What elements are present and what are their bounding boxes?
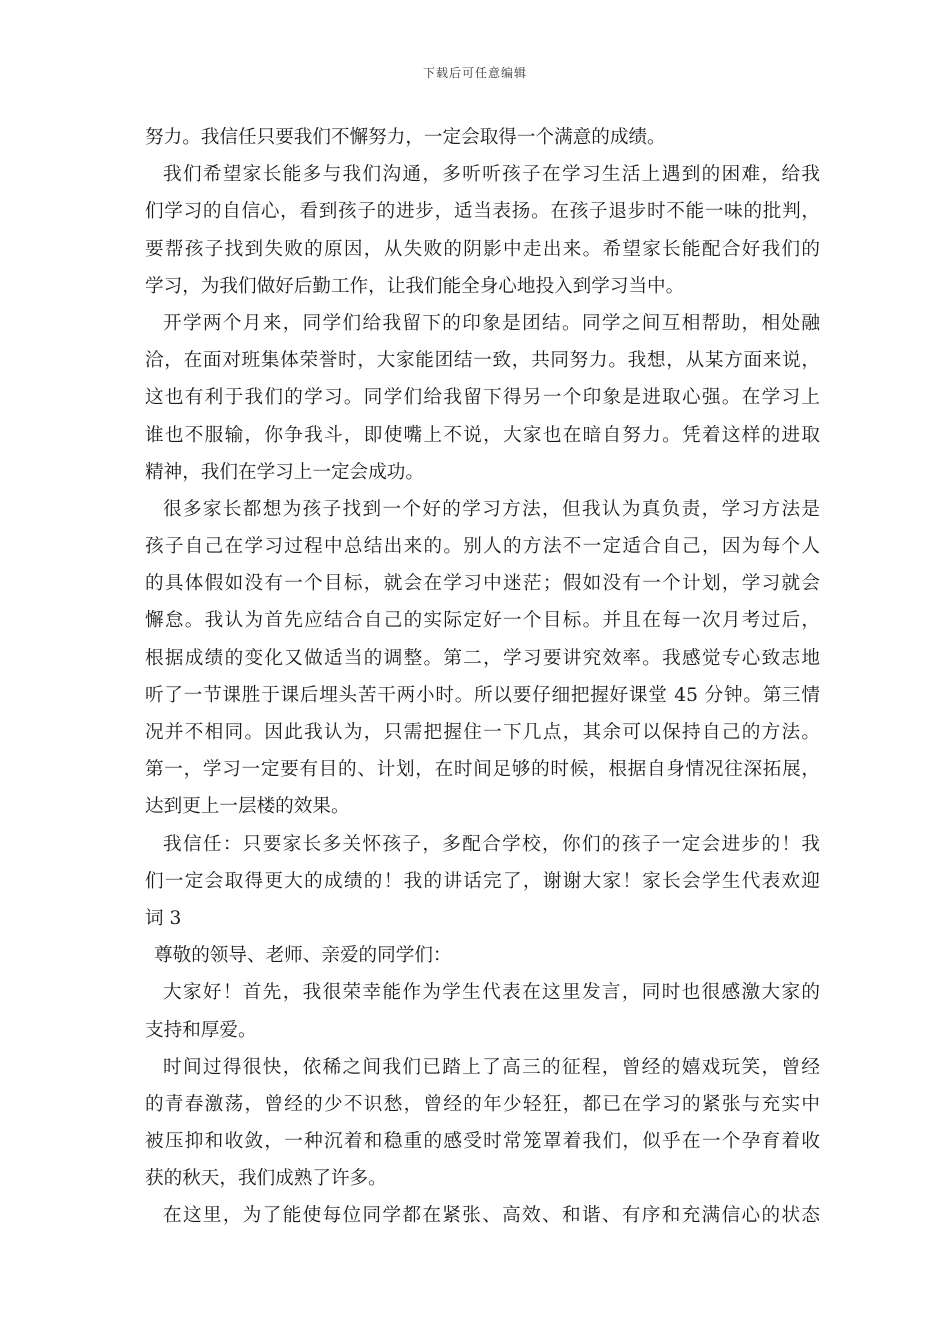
page-header: 下载后可任意编辑 — [422, 66, 527, 80]
text-line: 谁也不服输，你争我斗，即使嘴上不说，大家也在暗自努力。凭着这样的进取 — [145, 424, 820, 446]
text-line: 听了一节课胜于课后埋头苦干两小时。所以要仔细把握好课堂 45 分钟。第三情 — [145, 684, 820, 706]
text-line: 的具体假如没有一个目标，就会在学习中迷茫；假如没有一个计划，学习就会 — [145, 573, 820, 595]
text-line: 懈怠。我认为首先应结合自己的实际定好一个目标。并且在每一次月考过后， — [145, 610, 820, 632]
text-line: 孩子自己在学习过程中总结出来的。别人的方法不一定适合自己，因为每个人 — [145, 536, 820, 558]
text-line: 们学习的自信心，看到孩子的进步，适当表扬。在孩子退步时不能一味的批判， — [145, 201, 820, 223]
text-line: 大家好！首先，我很荣幸能作为学生代表在这里发言，同时也很感激大家的 — [163, 982, 820, 1004]
text-line: 们一定会取得更大的成绩的！我的讲话完了，谢谢大家！家长会学生代表欢迎 — [145, 870, 820, 892]
text-line: 时间过得很快，依稀之间我们已踏上了高三的征程，曾经的嬉戏玩笑，曾经 — [163, 1056, 820, 1078]
text-line: 支持和厚爱。 — [145, 1019, 257, 1041]
text-line: 洽，在面对班集体荣誉时，大家能团结一致，共同努力。我想，从某方面来说， — [145, 350, 820, 372]
text-line: 要帮孩子找到失败的原因，从失败的阴影中走出来。希望家长能配合好我们的 — [145, 238, 820, 260]
text-line: 尊敬的领导、老师、亲爱的同学们： — [154, 945, 452, 967]
text-line: 况并不相同。因此我认为，只需把握住一下几点，其余可以保持自己的方法。 — [145, 722, 820, 743]
text-line: 开学两个月来，同学们给我留下的印象是团结。同学之间互相帮助，相处融 — [163, 312, 820, 334]
text-line: 的青春激荡，曾经的少不识愁，曾经的年少轻狂，都已在学习的紧张与充实中 — [145, 1093, 820, 1115]
text-line: 这也有利于我们的学习。同学们给我留下得另一个印象是进取心强。在学习上 — [145, 387, 820, 409]
text-line: 被压抑和收敛，一种沉着和稳重的感受时常笼罩着我们，似乎在一个孕育着收 — [145, 1131, 820, 1153]
text-line: 努力。我信任只要我们不懈努力，一定会取得一个满意的成绩。 — [145, 127, 666, 148]
text-line: 在这里，为了能使每位同学都在紧张、高效、和谐、有序和充满信心的状态 — [163, 1205, 820, 1227]
text-line: 精神，我们在学习上一定会成功。 — [145, 461, 424, 483]
text-line: 第一，学习一定要有目的、计划，在时间足够的时候，根据自身情况往深拓展， — [145, 759, 820, 781]
text-line: 达到更上一层楼的效果。 — [145, 796, 350, 818]
text-line: 根据成绩的变化又做适当的调整。第二，学习要讲究效率。我感觉专心致志地 — [145, 647, 820, 669]
text-line: 很多家长都想为孩子找到一个好的学习方法，但我认为真负责，学习方法是 — [163, 498, 820, 520]
text-line: 获的秋天，我们成熟了许多。 — [145, 1168, 387, 1190]
text-line: 我信任：只要家长多关怀孩子，多配合学校，你们的孩子一定会进步的！我 — [163, 833, 820, 855]
text-line: 词 3 — [145, 907, 182, 929]
text-line: 学习，为我们做好后勤工作，让我们能全身心地投入到学习当中。 — [145, 275, 685, 297]
document-body — [145, 119, 820, 1235]
text-line: 我们希望家长能多与我们沟通，多听听孩子在学习生活上遇到的困难，给我 — [163, 164, 820, 186]
